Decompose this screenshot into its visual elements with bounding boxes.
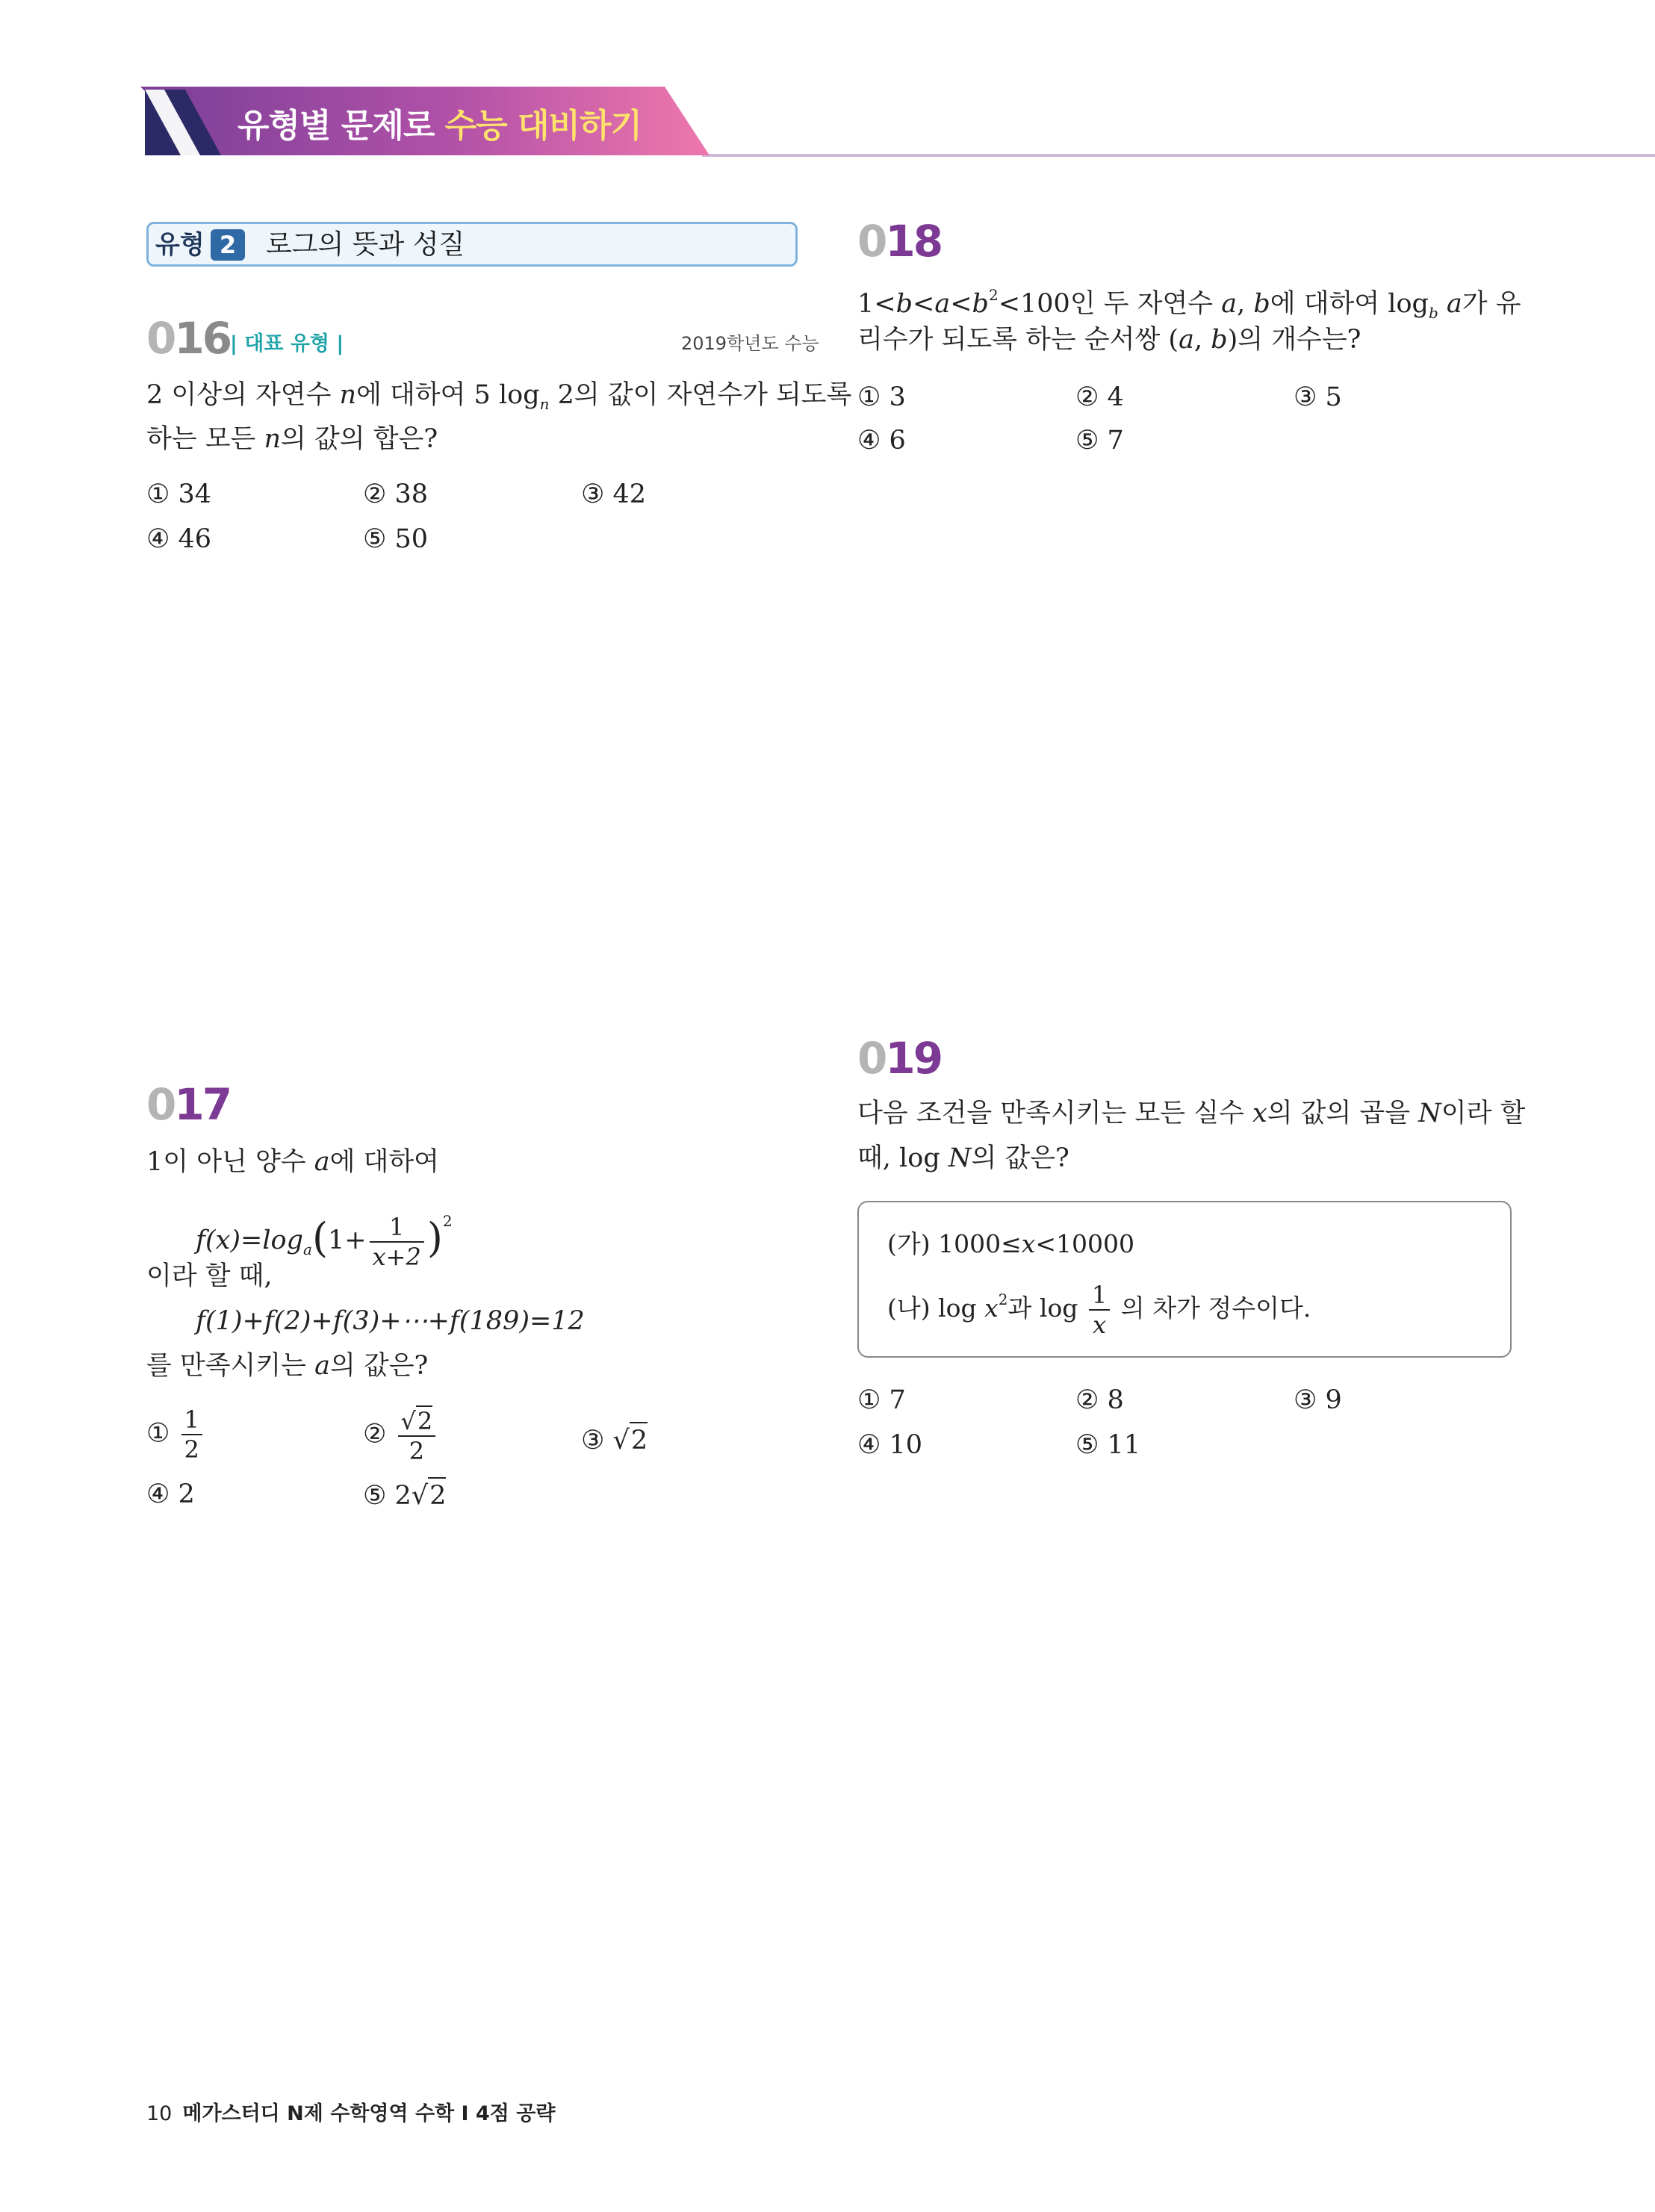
problem-019-choice-2[interactable]: ② 8 bbox=[1075, 1385, 1124, 1415]
problem-017-choice-2[interactable]: ② $\frac{√2}{2}$ bbox=[363, 1405, 438, 1465]
problem-019-condition-a: (가) 1000≤x<10000 bbox=[887, 1229, 1135, 1258]
page-number: 10 bbox=[146, 2102, 173, 2125]
problem-016-source: 2019학년도 수능 bbox=[681, 333, 819, 354]
type-label: 유형 bbox=[155, 230, 205, 260]
problem-017-choice-3[interactable]: ③ √2 bbox=[581, 1422, 648, 1458]
header-title: 유형별 문제로 수능 대비하기 bbox=[237, 107, 642, 145]
problem-016-choice-3[interactable]: ③ 42 bbox=[581, 479, 647, 509]
problem-017-choice-5[interactable]: ⑤ 2√2 bbox=[363, 1477, 446, 1513]
header-rule bbox=[702, 154, 1655, 157]
problem-019-number: 019 bbox=[857, 1033, 942, 1084]
problem-017-text-line4: 를 만족시키는 a의 값은? bbox=[146, 1351, 429, 1381]
problem-019-text-line2: 때, log N의 값은? bbox=[857, 1143, 1069, 1173]
problem-019-text-line1: 다음 조건을 만족시키는 모든 실수 x의 값의 곱을 N이라 할 bbox=[857, 1099, 1526, 1128]
problem-017-text-line1: 1이 아닌 양수 a에 대하여 bbox=[146, 1147, 439, 1177]
type-title: 로그의 뜻과 성질 bbox=[266, 229, 465, 260]
problem-017-choice-4[interactable]: ④ 2 bbox=[146, 1479, 195, 1509]
problem-018-choice-2[interactable]: ② 4 bbox=[1075, 382, 1124, 412]
problem-019-choice-1[interactable]: ① 7 bbox=[857, 1385, 906, 1415]
problem-017-choice-1[interactable]: ① $\frac{1}{2}$ bbox=[146, 1405, 205, 1464]
problem-018-choice-5[interactable]: ⑤ 7 bbox=[1075, 426, 1124, 456]
type-number-badge: 2 bbox=[211, 229, 245, 261]
problem-017-text-line2: 이라 할 때, bbox=[146, 1261, 273, 1291]
problem-018-text-line1: $1<b<a<b^2<100$인 두 자연수 a, b에 대하여 $\log_b a$가 유 bbox=[857, 286, 1521, 322]
problem-018-choice-4[interactable]: ④ 6 bbox=[857, 426, 906, 456]
problem-019-choice-3[interactable]: ③ 9 bbox=[1294, 1385, 1342, 1415]
problem-018-number: 018 bbox=[857, 216, 942, 267]
problem-016-choice-1[interactable]: ① 34 bbox=[146, 479, 212, 509]
problem-017-equation: f(1)+f(2)+f(3)+⋯+f(189)=12 bbox=[196, 1306, 585, 1336]
page-footer bbox=[146, 2097, 555, 2126]
problem-017-formula: $f(x)=\log_a(1+$ $\frac{1}{x+2}$ )$^2$ bbox=[196, 1212, 453, 1271]
book-title: 메가스터디 N제 수학영역 수학 I 4점 공략 bbox=[182, 2102, 556, 2125]
representative-type-tag: | 대표 유형 | bbox=[230, 332, 344, 355]
problem-016-text-line2: 하는 모든 n의 값의 합은? bbox=[146, 424, 438, 454]
problem-018-text-line2: 리수가 되도록 하는 순서쌍 (a, b)의 개수는? bbox=[857, 325, 1361, 355]
problem-019-choice-5[interactable]: ⑤ 11 bbox=[1075, 1430, 1141, 1460]
problem-016-choice-2[interactable]: ② 38 bbox=[363, 479, 429, 509]
problem-016-number: 016 bbox=[146, 313, 231, 364]
problem-016-choice-4[interactable]: ④ 46 bbox=[146, 524, 212, 554]
problem-018-choice-1[interactable]: ① 3 bbox=[857, 382, 906, 412]
problem-019-condition-b: (나) $\log x^2$과 log $\frac{1}{x}$ 의 차가 정수이다. bbox=[887, 1281, 1311, 1339]
problem-018-choice-3[interactable]: ③ 5 bbox=[1294, 382, 1342, 412]
problem-016-text-line1: 2 이상의 자연수 n에 대하여 5 $\log_n 2$의 값이 자연수가 되도록 bbox=[146, 380, 852, 413]
problem-017-number: 017 bbox=[146, 1079, 231, 1130]
problem-019-choice-4[interactable]: ④ 10 bbox=[857, 1430, 923, 1460]
problem-016-choice-5[interactable]: ⑤ 50 bbox=[363, 524, 429, 554]
